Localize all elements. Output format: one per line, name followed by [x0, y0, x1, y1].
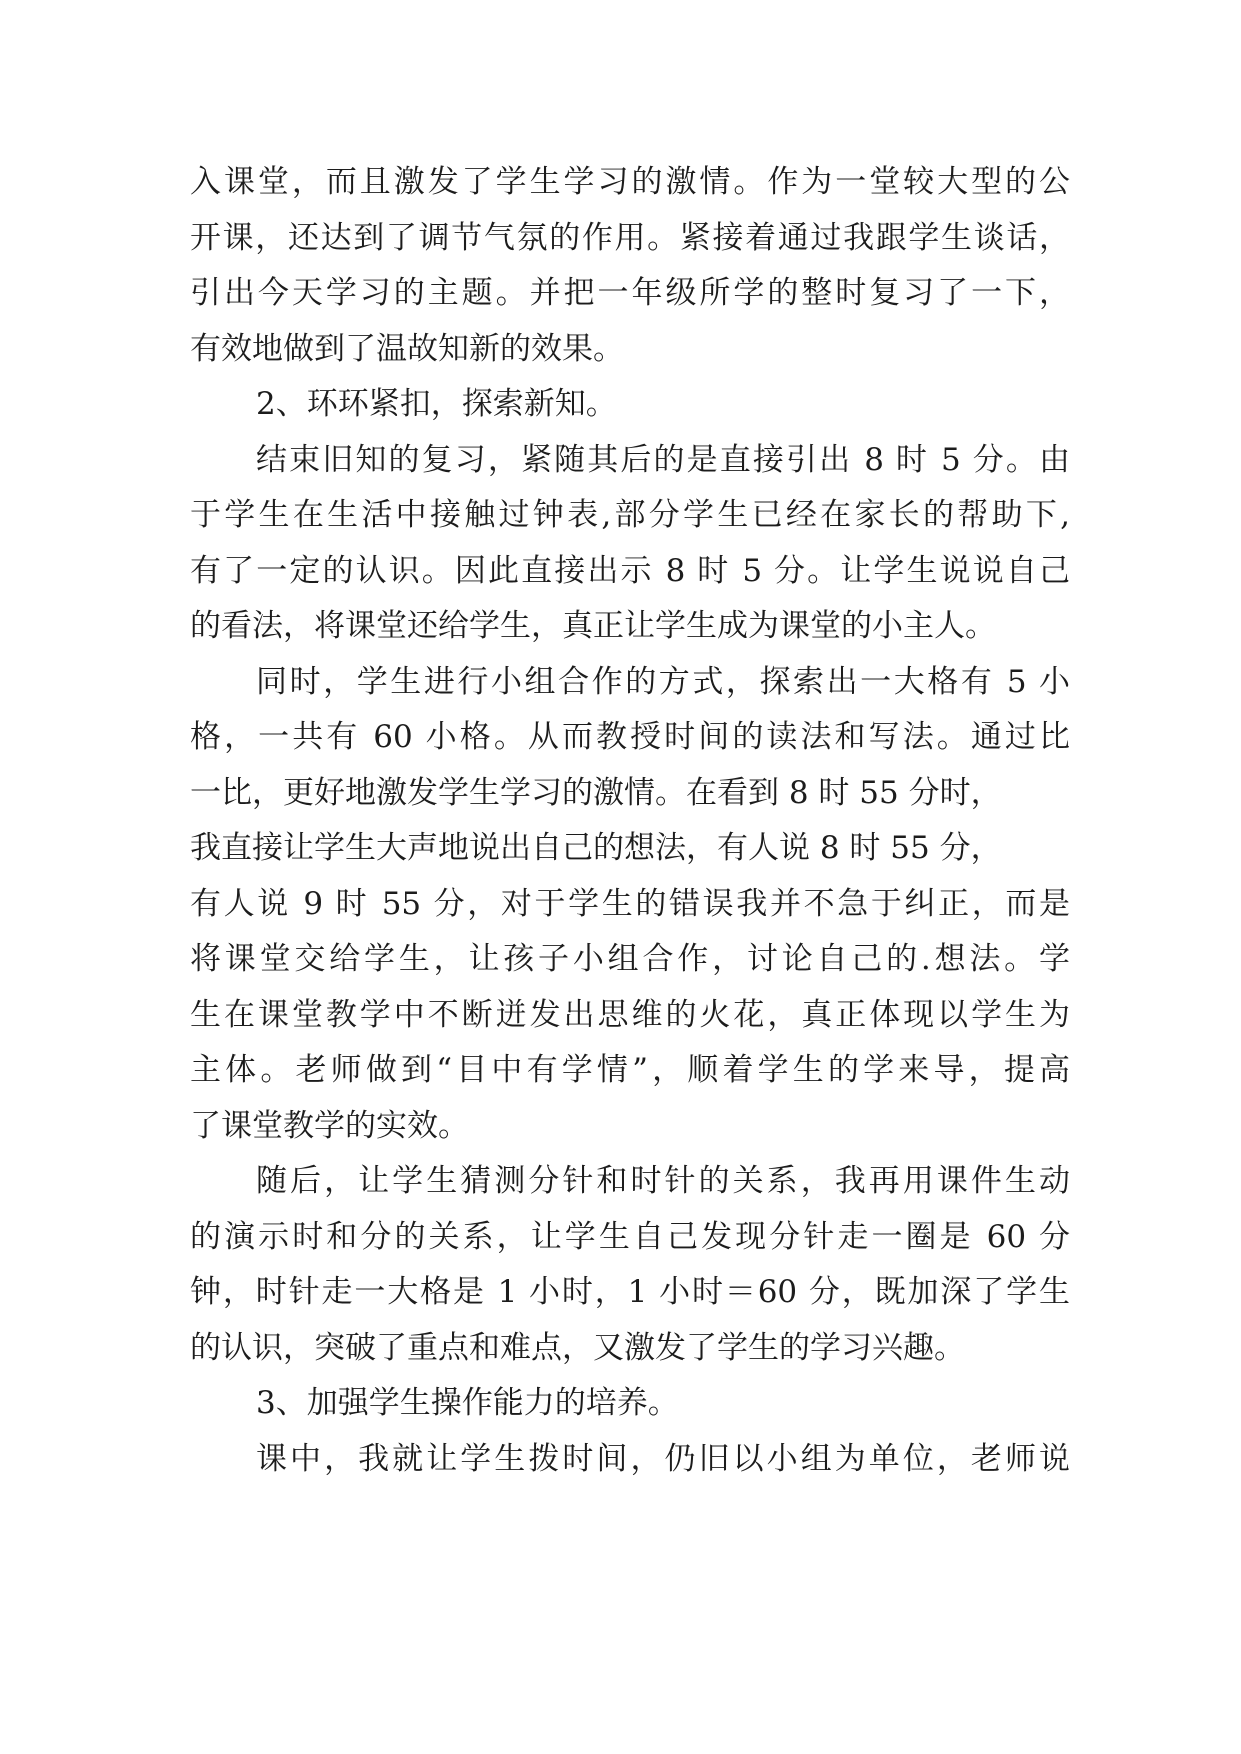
text-line: 了课堂教学的实效。: [190, 1107, 469, 1144]
text-line: 入课堂，而且激发了学生学习的激情。作为一堂较大型的公: [190, 164, 1070, 200]
text-line: 格，一共有 60 小格。从而教授时间的读法和写法。通过比: [190, 719, 1070, 755]
text-line: 生在课堂教学中不断迸发出思维的火花，真正体现以学生为: [190, 996, 1070, 1033]
text-line: 结束旧知的复习，紧随其后的是直接引出 8 时 5 分。由: [256, 441, 1070, 478]
text-line: 有人说 9 时 55 分，对于学生的错误我并不急于纠正，而是: [190, 885, 1070, 922]
text-line: 随后，让学生猜测分针和时针的关系，我再用课件生动: [256, 1163, 1070, 1199]
text-line: 主体。老师做到“目中有学情”，顺着学生的学来导，提高: [190, 1052, 1070, 1088]
text-line: 钟，时针走一大格是 1 小时，1 小时＝60 分，既加深了学生: [190, 1274, 1070, 1310]
text-line: 2、环环紧扣，探索新知。: [256, 386, 617, 422]
text-line: 同时，学生进行小组合作的方式，探索出一大格有 5 小: [256, 663, 1070, 700]
text-line: 的看法，将课堂还给学生，真正让学生成为课堂的小主人。: [190, 608, 996, 644]
text-line: 一比，更好地激发学生学习的激情。在看到 8 时 55 分时，: [190, 774, 1002, 811]
text-line: 有了一定的认识。因此直接出示 8 时 5 分。让学生说说自己: [190, 552, 1070, 589]
text-line: 3、加强学生操作能力的培养。: [256, 1385, 679, 1421]
text-line: 开课，还达到了调节气氛的作用。紧接着通过我跟学生谈话，: [190, 219, 1070, 256]
text-line: 的认识，突破了重点和难点，又激发了学生的学习兴趣。: [190, 1329, 965, 1366]
text-line: 于学生在生活中接触过钟表,部分学生已经在家长的帮助下,: [190, 497, 1070, 533]
text-line: 课中，我就让学生拨时间，仍旧以小组为单位，老师说: [256, 1440, 1070, 1477]
text-line: 有效地做到了温故知新的效果。: [190, 330, 624, 367]
text-line: 的演示时和分的关系，让学生自己发现分针走一圈是 60 分: [190, 1218, 1070, 1255]
text-line: 引出今天学习的主题。并把一年级所学的整时复习了一下，: [190, 275, 1070, 311]
body-text: [190, 155, 1070, 1487]
text-line: 将课堂交给学生，让孩子小组合作，讨论自己的.想法。学: [190, 941, 1070, 977]
text-line: 我直接让学生大声地说出自己的想法，有人说 8 时 55 分，: [190, 830, 1002, 866]
